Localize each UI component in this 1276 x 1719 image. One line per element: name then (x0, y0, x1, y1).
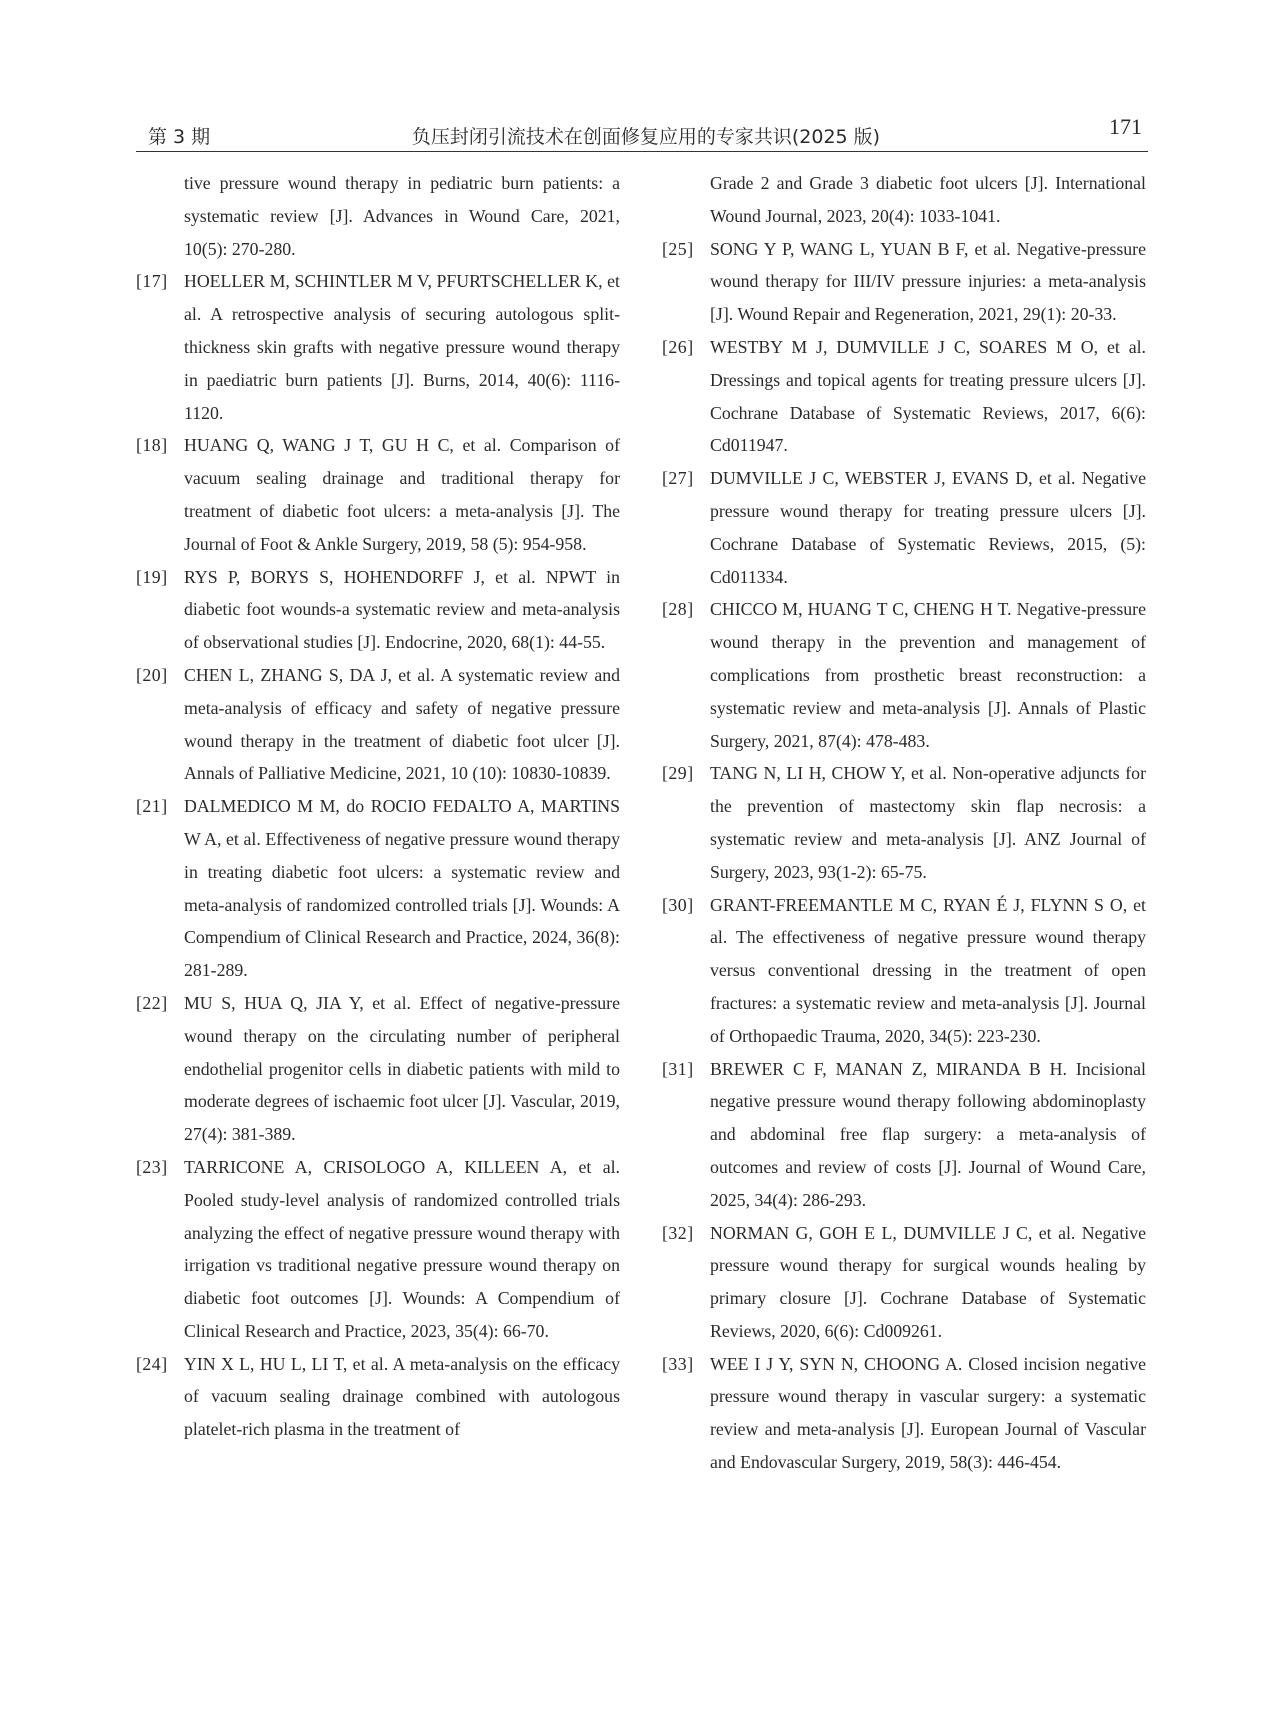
reference-number: [33] (662, 1353, 694, 1374)
reference-entry (136, 790, 620, 987)
reference-number: [21] (136, 796, 168, 817)
reference-text: YIN X L, HU L, LI T, et al. A meta-analysis on the efficacy of vacuum sealing drainage combined with autologous platelet-rich plasma in the treatment of (184, 1353, 620, 1440)
reference-entry (662, 593, 1146, 757)
reference-number: [26] (662, 336, 694, 357)
page-number: 171 (1109, 114, 1142, 139)
reference-text: SONG Y P, WANG L, YUAN B F, et al. Negative-pressure wound therapy for III/IV pressure injuries: a meta-analysis [J]. Wound Repair and Regeneration, 2021, 29(1): 20-33. (710, 238, 1146, 325)
reference-text: DALMEDICO M M, do ROCIO FEDALTO A, MARTINS W A, et al. Effectiveness of negative pressure wound therapy in treating diabetic foot ulcers: a systematic review and meta-analysis of randomized controlled trials [J]. Wounds: A Compendium of Clinical Research and Practice, 2024, 36(8): 281-289. (184, 796, 620, 981)
reference-entry (662, 1053, 1146, 1217)
reference-text: tive pressure wound therapy in pediatric burn patients: a systematic review [J]. Advances in Wound Care, 2021, 10(5): 270-280. (184, 173, 620, 259)
reference-number: [29] (662, 763, 694, 784)
reference-entry (136, 1151, 620, 1348)
reference-number: [25] (662, 238, 694, 259)
reference-text: CHICCO M, HUANG T C, CHENG H T. Negative-pressure wound therapy in the prevention and management of complications from prosthetic breast reconstruction: a systematic review and meta-analysis [J]. Annals of Plastic Surgery, 2021, 87(4): 478-483. (710, 599, 1146, 751)
reference-entry (136, 1348, 620, 1446)
reference-text: TARRICONE A, CRISOLOGO A, KILLEEN A, et al. Pooled study-level analysis of randomized controlled trials analyzing the effect of negative pressure wound therapy with irrigation vs traditional negative pressure wound therapy on diabetic foot outcomes [J]. Wounds: A Compendium of Clinical Research and Practice, 2023, 35(4): 66-70. (184, 1156, 620, 1341)
reference-entry (136, 987, 620, 1151)
reference-text: WEE I J Y, SYN N, CHOONG A. Closed incision negative pressure wound therapy in vascular surgery: a systematic review and meta-analysis [J]. European Journal of Vascular and Endovascular Surgery, 2019, 58(3): 446-454. (710, 1353, 1146, 1473)
reference-text: RYS P, BORYS S, HOHENDORFF J, et al. NPWT in diabetic foot wounds-a systematic review and meta-analysis of observational studies [J]. Endocrine, 2020, 68(1): 44-55. (184, 566, 620, 653)
reference-text: MU S, HUA Q, JIA Y, et al. Effect of negative-pressure wound therapy on the circulating number of peripheral endothelial progenitor cells in diabetic patients with mild to moderate degrees of ischaemic foot ulcer [J]. Vascular, 2019, 27(4): 381-389. (184, 992, 620, 1145)
reference-text: Grade 2 and Grade 3 diabetic foot ulcers [J]. International Wound Journal, 2023, 20(4): 1033-1041. (710, 173, 1146, 226)
reference-number: [17] (136, 271, 168, 292)
reference-continuation (662, 167, 1146, 233)
reference-entry (662, 233, 1146, 331)
reference-text: WESTBY M J, DUMVILLE J C, SOARES M O, et al. Dressings and topical agents for treating pressure ulcers [J]. Cochrane Database of Systematic Reviews, 2017, 6(6): Cd011947. (710, 336, 1146, 456)
reference-text: GRANT-FREEMANTLE M C, RYAN É J, FLYNN S O, et al. The effectiveness of negative pressure wound therapy versus conventional dressing in the treatment of open fractures: a systematic review and meta-analysis [J]. Journal of Orthopaedic Trauma, 2020, 34(5): 223-230. (710, 894, 1146, 1046)
issue-label: 第 3 期 (148, 126, 211, 148)
reference-number: [30] (662, 894, 694, 915)
reference-number: [23] (136, 1156, 168, 1177)
reference-number: [24] (136, 1353, 168, 1374)
reference-entry (136, 561, 620, 659)
reference-entry (136, 429, 620, 560)
reference-number: [19] (136, 566, 168, 587)
reference-number: [18] (136, 435, 168, 456)
reference-number: [27] (662, 468, 694, 489)
reference-continuation (136, 167, 620, 265)
reference-text: DUMVILLE J C, WEBSTER J, EVANS D, et al. Negative pressure wound therapy for treating pressure ulcers [J]. Cochrane Database of Systematic Reviews, 2015, (5): Cd011334. (710, 468, 1146, 587)
reference-entry (662, 889, 1146, 1053)
right-column (662, 167, 1146, 1479)
reference-text: CHEN L, ZHANG S, DA J, et al. A systematic review and meta-analysis of efficacy and safety of negative pressure wound therapy in the treatment of diabetic foot ulcer [J]. Annals of Palliative Medicine, 2021, 10 (10): 10830-10839. (184, 664, 620, 784)
reference-entry (662, 757, 1146, 888)
reference-number: [31] (662, 1058, 694, 1079)
reference-entry (136, 659, 620, 790)
left-column (136, 167, 620, 1446)
reference-entry (662, 462, 1146, 593)
reference-text: HUANG Q, WANG J T, GU H C, et al. Comparison of vacuum sealing drainage and traditional therapy for treatment of diabetic foot ulcers: a meta-analysis [J]. The Journal of Foot & Ankle Surgery, 2019, 58 (5): 954-958. (184, 435, 620, 554)
reference-number: [22] (136, 992, 168, 1013)
reference-entry (662, 331, 1146, 462)
reference-entry (662, 1217, 1146, 1348)
reference-text: TANG N, LI H, CHOW Y, et al. Non-operative adjuncts for the prevention of mastectomy skin flap necrosis: a systematic review and meta-analysis [J]. ANZ Journal of Surgery, 2023, 93(1-2): 65-75. (710, 763, 1146, 882)
reference-text: BREWER C F, MANAN Z, MIRANDA B H. Incisional negative pressure wound therapy following abdominoplasty and abdominal free flap surgery: a meta-analysis of outcomes and review of costs [J]. Journal of Wound Care, 2025, 34(4): 286-293. (710, 1058, 1146, 1210)
reference-text: HOELLER M, SCHINTLER M V, PFURTSCHELLER K, et al. A retrospective analysis of securing autologous split-thickness skin grafts with negative pressure wound therapy in paediatric burn patients [J]. Burns, 2014, 40(6): 1116-1120. (184, 271, 620, 423)
reference-number: [32] (662, 1222, 694, 1243)
reference-number: [28] (662, 599, 694, 620)
running-title: 负压封闭引流技术在创面修复应用的专家共识(2025 版) (411, 126, 881, 148)
reference-entry (662, 1348, 1146, 1479)
header-rule (136, 151, 1148, 152)
reference-entry (136, 265, 620, 429)
reference-number: [20] (136, 664, 168, 685)
running-header (148, 108, 1144, 152)
reference-text: NORMAN G, GOH E L, DUMVILLE J C, et al. Negative pressure wound therapy for surgical wounds healing by primary closure [J]. Cochrane Database of Systematic Reviews, 2020, 6(6): Cd009261. (710, 1222, 1146, 1341)
